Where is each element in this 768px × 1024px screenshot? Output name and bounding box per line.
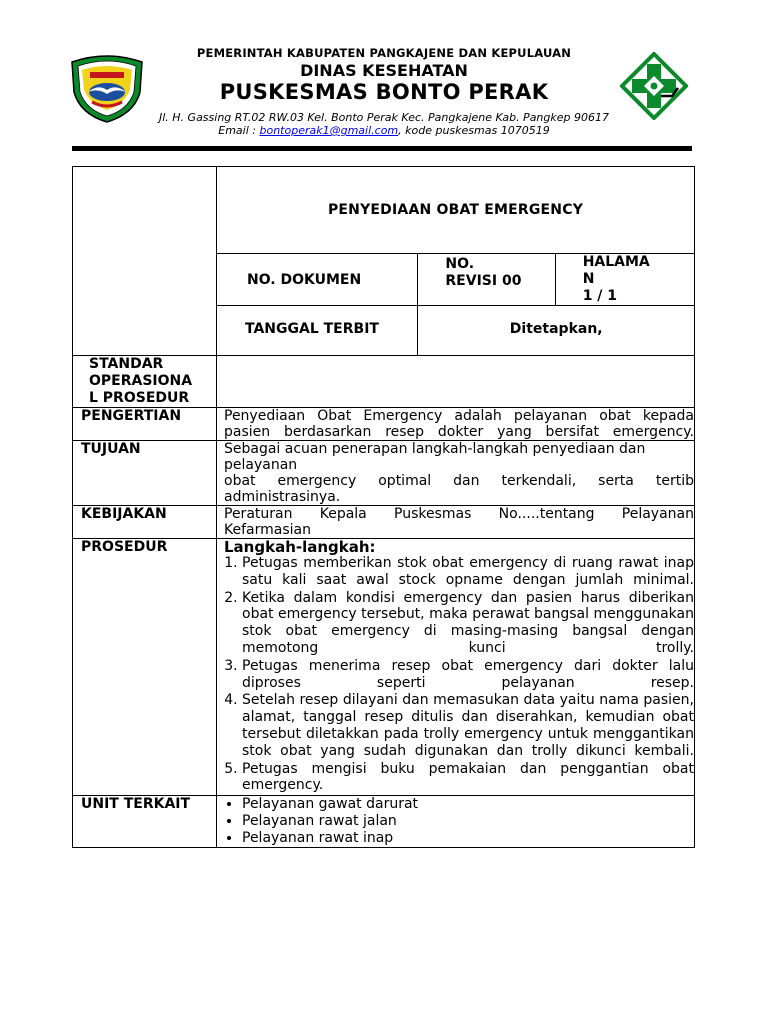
header-divider xyxy=(72,146,692,151)
pengertian-paragraph: Penyediaan Obat Emergency adalah pelayanan obat kepada pasien berdasarkan resep dokter yang bersifat emergency. xyxy=(224,408,694,440)
letterhead xyxy=(0,0,768,160)
tujuan-label: TUJUAN xyxy=(73,441,217,506)
email-label: Email : xyxy=(218,124,260,137)
sop-title-text: PENYEDIAAN OBAT EMERGENCY xyxy=(327,202,584,218)
address-block xyxy=(100,111,668,137)
related-unit-item: • Pelayanan rawat inap xyxy=(242,830,694,847)
tujuan-line-1: Sebagai acuan penerapan langkah-langkah penyediaan dan pelayanan xyxy=(224,441,646,473)
unit-terkait-content xyxy=(217,796,695,848)
procedure-step: 1. Petugas memberikan stok obat emergency di ruang rawat inap satu kali saat awal stock opname dengan jumlah minimal. xyxy=(242,555,694,589)
email-link[interactable]: bontoperak1@gmail.com xyxy=(259,124,399,137)
procedure-step: 4. Setelah resep dilayani dan memasukan data yaitu nama pasien, alamat, tanggal resep ditulis dan diserahkan, kemudian obat tersebut diletakkan pada trolly emergency untuk menggantikan stok obat yang sudah digunakan dan trolly dikunci kembali. xyxy=(242,692,694,759)
sop-title xyxy=(217,167,695,254)
procedure-step: 5. Petugas mengisi buku pemakaian dan penggantian obat emergency. xyxy=(242,761,694,795)
related-unit-item: • Pelayanan rawat jalan xyxy=(242,813,694,830)
tujuan-line-2: obat emergency optimal dan terkendali, serta tertib administrasinya. xyxy=(224,473,694,505)
tujuan-text xyxy=(217,441,695,506)
prosedur-heading: Langkah-langkah: xyxy=(224,538,376,556)
pengertian-text xyxy=(217,408,695,441)
page-label: HALAMA N 1 / 1 xyxy=(555,254,694,306)
kebijakan-label: KEBIJAKAN xyxy=(73,506,217,539)
contact-line xyxy=(100,124,668,137)
prosedur-label: PROSEDUR xyxy=(73,539,217,796)
address-line: Jl. H. Gassing RT.02 RW.03 Kel. Bonto Perak Kec. Pangkajene Kab. Pangkep 90617 xyxy=(158,111,609,124)
health-cross-icon xyxy=(620,52,688,120)
sop-logo-cell xyxy=(73,167,217,356)
approved-label: Ditetapkan, xyxy=(418,306,695,356)
sop-table xyxy=(72,166,695,848)
revision-label: NO. REVISI 00 xyxy=(418,254,555,306)
pengertian-label: PENGERTIAN xyxy=(73,408,217,441)
related-unit-item: • Pelayanan gawat darurat xyxy=(242,796,694,813)
kebijakan-text xyxy=(217,506,695,539)
facility-name: PUSKESMAS BONTO PERAK xyxy=(219,80,549,104)
government-name: PEMERINTAH KABUPATEN PANGKAJENE DAN KEPULAUAN xyxy=(196,46,572,60)
procedure-steps xyxy=(224,555,694,794)
related-units-list xyxy=(224,796,694,847)
sop-label: STANDAR OPERASIONA L PROSEDUR xyxy=(73,356,217,408)
kebijakan-paragraph: Peraturan Kepala Puskesmas No.....tentang Pelayanan Kefarmasian xyxy=(224,506,694,538)
department-name: DINAS KESEHATAN xyxy=(300,61,468,80)
unit-terkait-label: UNIT TERKAIT xyxy=(73,796,217,848)
procedure-step: 3. Petugas menerima resep obat emergency dari dokter lalu diproses seperti pelayanan resep. xyxy=(242,658,694,692)
issue-date-label: TANGGAL TERBIT xyxy=(217,306,418,356)
prosedur-content xyxy=(217,539,695,796)
procedure-step: 2. Ketika dalam kondisi emergency dan pasien harus diberikan obat emergency tersebut, maka perawat bangsal menggunakan stok obat emergency di masing-masing bangsal dengan memotong kunci trolly. xyxy=(242,590,694,657)
doc-number-label: NO. DOKUMEN xyxy=(217,254,418,306)
code-suffix: , kode puskesmas 1070519 xyxy=(398,124,550,137)
